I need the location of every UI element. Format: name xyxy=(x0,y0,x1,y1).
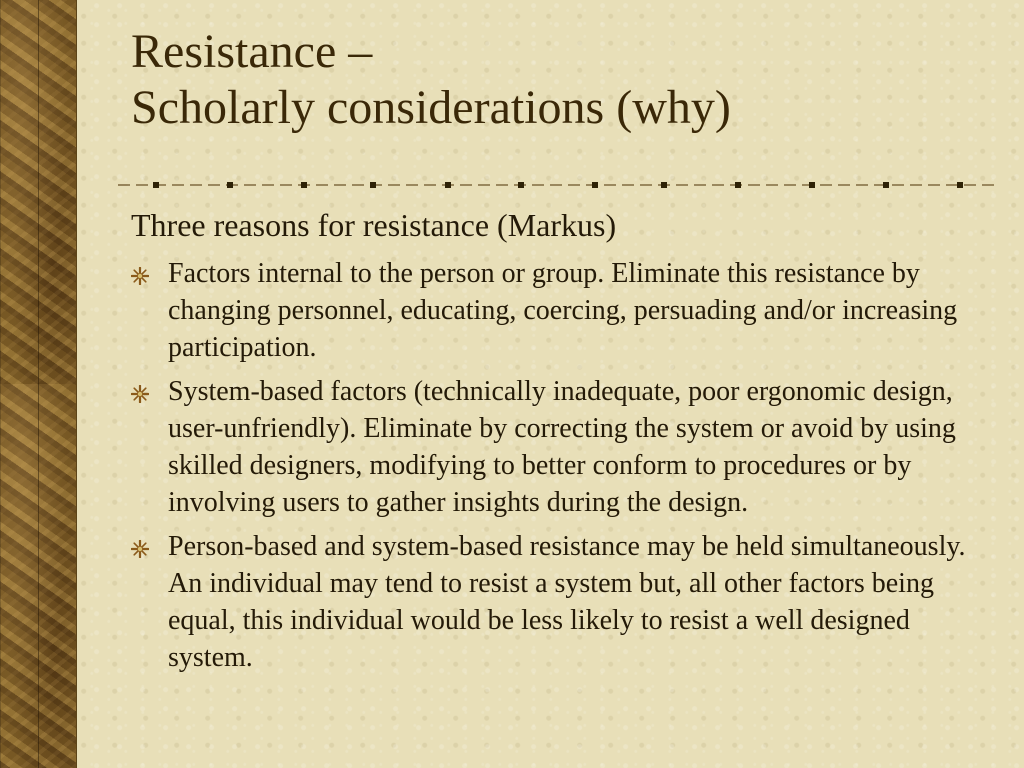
slide-body xyxy=(131,205,991,683)
bullet-item-2 xyxy=(131,373,991,521)
star-burst-icon xyxy=(131,267,149,285)
slide-title-line-1: Resistance – xyxy=(131,25,373,78)
bullet-item-1 xyxy=(131,255,991,366)
star-burst-icon xyxy=(131,540,149,558)
star-burst-icon xyxy=(131,385,149,403)
divider-marker xyxy=(735,182,741,188)
decorative-divider xyxy=(118,178,996,192)
divider-marker xyxy=(445,182,451,188)
divider-marker xyxy=(370,182,376,188)
divider-marker xyxy=(809,182,815,188)
divider-marker xyxy=(883,182,889,188)
divider-marker xyxy=(592,182,598,188)
bullet-text-3: Person-based and system-based resistance may be held simultaneously. An individual may tend to resist a system but, all other factors being equal, this individual would be less likely to resist a well designed system. xyxy=(168,531,966,673)
decorative-side-panel xyxy=(0,0,77,768)
lead-text: Three reasons for resistance (Markus) xyxy=(131,207,617,243)
divider-marker xyxy=(661,182,667,188)
side-panel-seam xyxy=(38,0,39,768)
divider-marker xyxy=(518,182,524,188)
bullet-text-1: Factors internal to the person or group. Eliminate this resistance by changing personnel, educating, coercing, persuading and/or increasing participation. xyxy=(168,258,958,363)
bullet-text-2: System-based factors (technically inadequate, poor ergonomic design, user-unfriendly). Eliminate by correcting the system or avoid by using skilled designers, modifying to better conform to procedures or by involving users to gather insights during the design. xyxy=(168,376,956,518)
bullet-item-3 xyxy=(131,528,991,676)
divider-marker xyxy=(301,182,307,188)
slide-title-line-2: Scholarly considerations (why) xyxy=(131,81,731,134)
divider-marker xyxy=(957,182,963,188)
divider-marker xyxy=(227,182,233,188)
slide-title xyxy=(131,24,1001,136)
bullet-list xyxy=(131,255,991,676)
divider-marker xyxy=(153,182,159,188)
